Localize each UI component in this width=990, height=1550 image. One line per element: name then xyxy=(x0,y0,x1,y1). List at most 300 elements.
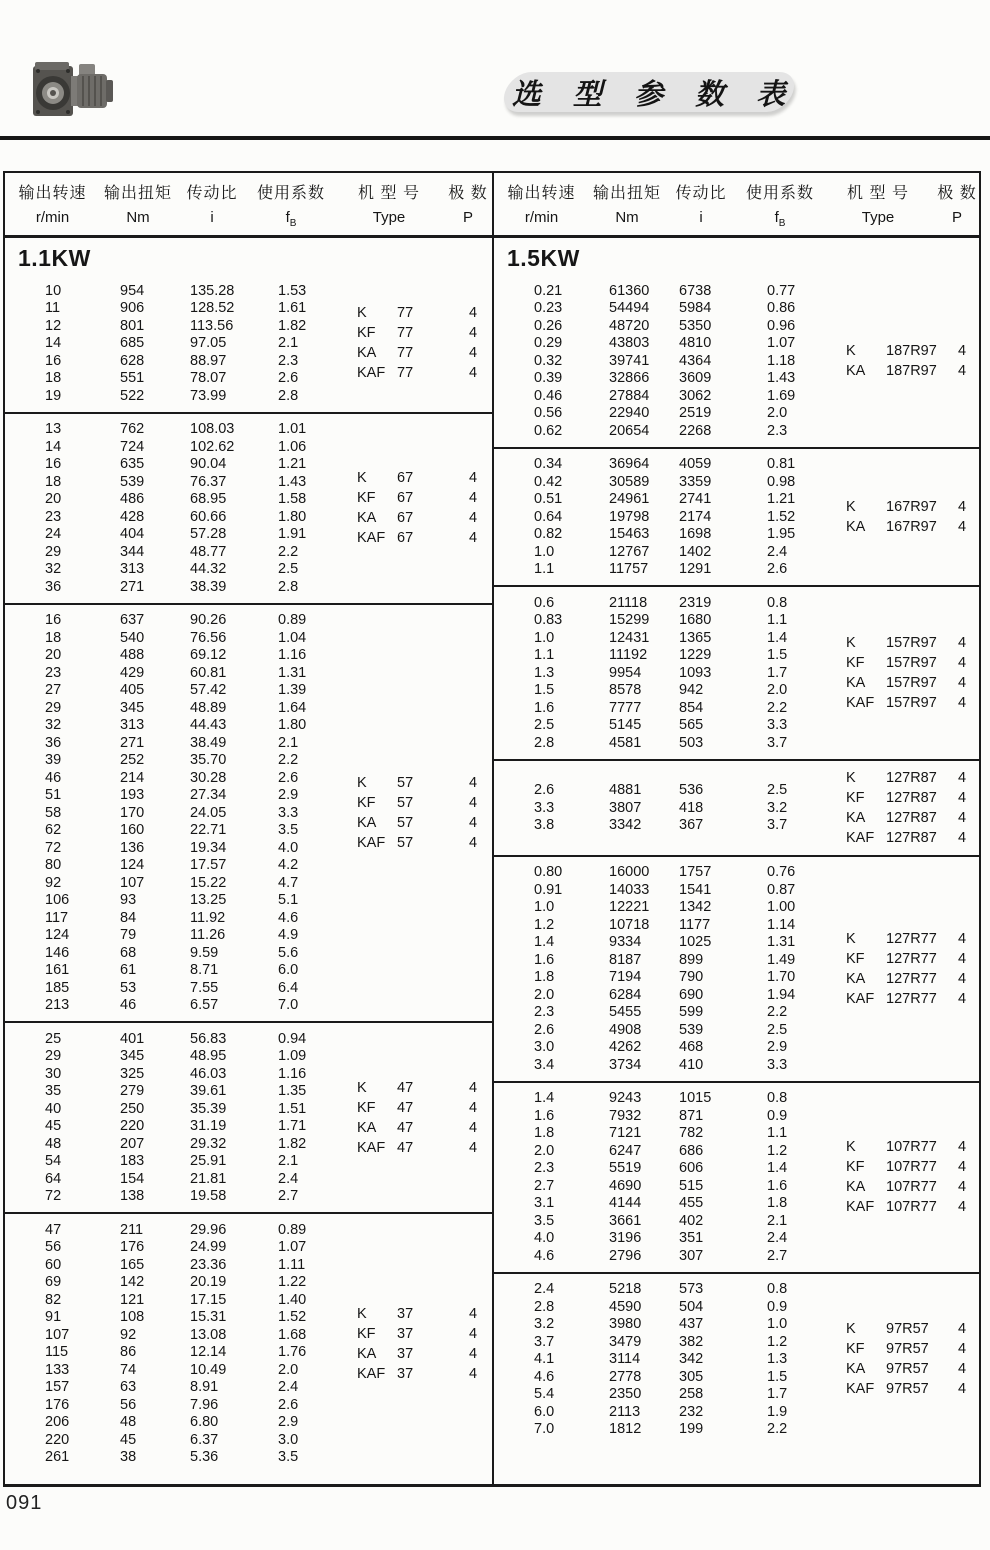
data-row xyxy=(534,816,834,834)
ratio-cell: 3359 xyxy=(679,473,712,490)
model-size: 57 xyxy=(397,774,414,791)
model-size: 37 xyxy=(397,1345,414,1362)
header-column xyxy=(248,180,334,229)
torque-cell: 488 xyxy=(120,647,145,664)
data-row xyxy=(45,491,345,509)
torque-cell: 8187 xyxy=(609,951,642,968)
ratio-cell: 5.36 xyxy=(190,1449,219,1466)
service-factor-cell: 0.86 xyxy=(767,300,796,317)
ratio-cell: 90.26 xyxy=(190,612,227,629)
ratio-cell: 48.77 xyxy=(190,543,227,560)
unit-text: P xyxy=(951,208,962,226)
speed-cell: 32 xyxy=(45,561,62,578)
ratio-cell: 76.56 xyxy=(190,629,227,646)
speed-cell: 1.4 xyxy=(534,934,555,951)
data-row xyxy=(534,317,834,335)
torque-cell: 486 xyxy=(120,491,145,508)
service-factor-cell: 2.2 xyxy=(278,543,299,560)
speed-cell: 2.8 xyxy=(534,1298,555,1315)
unit-subscript: B xyxy=(289,217,297,229)
model-size: 47 xyxy=(397,1099,414,1116)
selection-parameter-table xyxy=(3,171,981,1487)
ratio-cell: 20.19 xyxy=(190,1274,227,1291)
torque-cell: 43803 xyxy=(609,335,650,352)
header-unit xyxy=(494,209,589,226)
speed-cell: 4.1 xyxy=(534,1351,555,1368)
service-factor-cell: 2.9 xyxy=(278,1414,299,1431)
service-factor-cell: 4.9 xyxy=(278,927,299,944)
torque-cell: 160 xyxy=(120,822,145,839)
data-row xyxy=(534,1212,834,1230)
ratio-cell: 942 xyxy=(679,682,704,699)
torque-cell: 121 xyxy=(120,1291,145,1308)
model-group xyxy=(834,1319,979,1399)
data-row xyxy=(534,799,834,817)
model-row xyxy=(846,969,979,989)
speed-cell: 146 xyxy=(45,944,70,961)
ratio-cell: 1698 xyxy=(679,526,712,543)
ratio-cell: 97.05 xyxy=(190,335,227,352)
header-unit xyxy=(589,209,665,226)
torque-cell: 165 xyxy=(120,1256,145,1273)
poles-cell: 4 xyxy=(958,1381,967,1398)
service-factor-cell: 0.89 xyxy=(278,612,307,629)
model-row xyxy=(846,497,979,517)
data-row xyxy=(534,1230,834,1248)
service-factor-cell: 0.8 xyxy=(767,1090,788,1107)
ratio-cell: 102.62 xyxy=(190,438,235,455)
ratio-cell: 307 xyxy=(679,1247,704,1264)
speed-cell: 2.6 xyxy=(534,1021,555,1038)
data-row xyxy=(45,1449,345,1467)
service-factor-cell: 0.9 xyxy=(767,1298,788,1315)
model-size: 37 xyxy=(397,1365,414,1382)
data-row xyxy=(45,822,345,840)
service-factor-cell: 4.6 xyxy=(278,909,299,926)
rows-group xyxy=(494,864,834,1074)
rows-group xyxy=(494,456,834,579)
speed-cell: 220 xyxy=(45,1431,70,1448)
service-factor-cell: 0.89 xyxy=(278,1221,307,1238)
data-row xyxy=(534,951,834,969)
service-factor-cell: 1.9 xyxy=(767,1403,788,1420)
ratio-cell: 38.49 xyxy=(190,734,227,751)
speed-cell: 2.3 xyxy=(534,1004,555,1021)
speed-cell: 1.6 xyxy=(534,699,555,716)
speed-cell: 2.6 xyxy=(534,782,555,798)
rows-group xyxy=(5,1030,345,1205)
service-factor-cell: 2.1 xyxy=(278,335,299,352)
torque-cell: 801 xyxy=(120,317,145,334)
data-row xyxy=(45,1396,345,1414)
model-size: 127R77 xyxy=(886,950,937,967)
poles-cell: 4 xyxy=(469,530,478,546)
data-block xyxy=(494,447,979,586)
ratio-cell: 44.32 xyxy=(190,561,227,578)
service-factor-cell: 2.0 xyxy=(767,405,788,422)
torque-cell: 7777 xyxy=(609,699,642,716)
title-banner xyxy=(499,72,800,112)
header-column xyxy=(589,180,665,229)
ratio-cell: 135.28 xyxy=(190,282,235,299)
ratio-cell: 1680 xyxy=(679,612,712,629)
data-row xyxy=(45,456,345,474)
service-factor-cell: 3.3 xyxy=(278,804,299,821)
ratio-cell: 15.22 xyxy=(190,874,227,891)
data-row xyxy=(534,594,834,612)
ratio-cell: 13.25 xyxy=(190,892,227,909)
poles-cell: 4 xyxy=(469,1099,478,1116)
torque-cell: 3342 xyxy=(609,817,642,833)
ratio-cell: 12.14 xyxy=(190,1344,227,1361)
speed-cell: 72 xyxy=(45,1188,62,1205)
data-row xyxy=(45,1344,345,1362)
data-row xyxy=(45,370,345,388)
torque-cell: 325 xyxy=(120,1065,145,1082)
header-column xyxy=(933,180,981,229)
model-size: 47 xyxy=(397,1079,414,1096)
service-factor-cell: 1.39 xyxy=(278,682,307,699)
data-row xyxy=(45,1118,345,1136)
service-factor-cell: 2.9 xyxy=(278,787,299,804)
ratio-cell: 2268 xyxy=(679,422,712,439)
model-group xyxy=(834,768,979,848)
page-title: 选 型 参 数 表 xyxy=(512,78,798,111)
torque-cell: 3196 xyxy=(609,1230,642,1247)
header-column xyxy=(444,180,492,229)
data-row xyxy=(45,282,345,300)
model-size: 107R77 xyxy=(886,1139,937,1155)
data-row xyxy=(534,647,834,665)
torque-cell: 628 xyxy=(120,352,145,369)
data-row xyxy=(45,1379,345,1397)
data-row xyxy=(45,335,345,353)
speed-cell: 3.4 xyxy=(534,1056,555,1073)
speed-cell: 3.1 xyxy=(534,1195,555,1212)
speed-cell: 20 xyxy=(45,491,62,508)
torque-cell: 48720 xyxy=(609,317,650,334)
ratio-cell: 17.15 xyxy=(190,1291,227,1308)
data-block xyxy=(5,603,492,1022)
header-column xyxy=(334,180,444,229)
ratio-cell: 899 xyxy=(679,951,704,968)
ratio-cell: 19.34 xyxy=(190,839,227,856)
torque-cell: 5218 xyxy=(609,1281,642,1298)
service-factor-cell: 1.49 xyxy=(767,951,796,968)
ratio-cell: 30.28 xyxy=(190,769,227,786)
data-block xyxy=(5,275,492,412)
ratio-cell: 2319 xyxy=(679,594,712,611)
service-factor-cell: 0.8 xyxy=(767,594,788,611)
speed-cell: 213 xyxy=(45,997,70,1014)
service-factor-cell: 1.22 xyxy=(278,1274,307,1291)
torque-cell: 401 xyxy=(120,1030,145,1047)
data-block xyxy=(494,759,979,855)
speed-cell: 1.0 xyxy=(534,899,555,916)
model-row xyxy=(357,1344,492,1364)
service-factor-cell: 2.1 xyxy=(278,734,299,751)
service-factor-cell: 1.7 xyxy=(767,1386,788,1403)
ratio-cell: 39.61 xyxy=(190,1083,227,1100)
ratio-cell: 46.03 xyxy=(190,1065,227,1082)
data-row xyxy=(45,629,345,647)
speed-cell: 1.6 xyxy=(534,951,555,968)
header-label: 输出扭矩 xyxy=(592,184,661,202)
torque-cell: 2113 xyxy=(609,1403,641,1420)
ratio-cell: 437 xyxy=(679,1316,704,1333)
torque-cell: 11757 xyxy=(609,561,649,578)
service-factor-cell: 2.4 xyxy=(278,1379,299,1396)
model-prefix: KF xyxy=(846,789,865,806)
model-row xyxy=(846,828,979,848)
ratio-cell: 19.58 xyxy=(190,1188,227,1205)
torque-cell: 45 xyxy=(120,1431,137,1448)
speed-cell: 2.5 xyxy=(534,717,555,734)
header-unit xyxy=(737,209,823,229)
poles-cell: 4 xyxy=(469,490,478,506)
model-prefix: K xyxy=(846,769,856,786)
data-row xyxy=(45,543,345,561)
ratio-cell: 2174 xyxy=(679,508,712,525)
service-factor-cell: 1.70 xyxy=(767,969,796,986)
model-prefix: KA xyxy=(357,510,377,526)
header-label: 使用系数 xyxy=(745,184,814,202)
service-factor-cell: 2.2 xyxy=(278,752,299,769)
torque-cell: 271 xyxy=(120,734,145,751)
header-label: 极 数 xyxy=(448,184,488,202)
data-row xyxy=(534,1316,834,1334)
service-factor-cell: 1.51 xyxy=(278,1100,307,1117)
torque-cell: 22940 xyxy=(609,405,650,422)
service-factor-cell: 1.1 xyxy=(767,612,788,629)
data-row xyxy=(534,1421,834,1439)
torque-cell: 183 xyxy=(120,1153,145,1170)
torque-cell: 154 xyxy=(120,1170,145,1187)
model-prefix: K xyxy=(846,498,856,515)
header-column xyxy=(737,180,823,229)
model-size: 77 xyxy=(397,365,414,382)
power-label: 1.1KW xyxy=(18,245,91,271)
rows-group xyxy=(494,781,834,834)
model-row xyxy=(846,1157,979,1177)
table-body xyxy=(5,238,979,1484)
service-factor-cell: 0.94 xyxy=(278,1030,307,1047)
speed-cell: 261 xyxy=(45,1449,70,1466)
service-factor-cell: 0.76 xyxy=(767,864,796,881)
data-row xyxy=(45,317,345,335)
ratio-cell: 48.95 xyxy=(190,1048,227,1065)
ratio-cell: 15.31 xyxy=(190,1309,227,1326)
header-unit xyxy=(5,209,100,226)
ratio-cell: 57.42 xyxy=(190,682,227,699)
torque-cell: 8578 xyxy=(609,682,642,699)
speed-cell: 47 xyxy=(45,1221,62,1238)
torque-cell: 9334 xyxy=(609,934,642,951)
model-prefix: KF xyxy=(846,1159,865,1175)
model-row xyxy=(846,1137,979,1157)
torque-cell: 3980 xyxy=(609,1316,642,1333)
service-factor-cell: 1.58 xyxy=(278,491,307,508)
data-row xyxy=(534,508,834,526)
torque-cell: 279 xyxy=(120,1083,145,1100)
torque-cell: 46 xyxy=(120,997,137,1014)
data-row xyxy=(45,1309,345,1327)
service-factor-cell: 3.7 xyxy=(767,817,788,833)
data-row xyxy=(534,1351,834,1369)
service-factor-cell: 1.43 xyxy=(278,473,307,490)
data-block xyxy=(494,855,979,1081)
poles-cell: 4 xyxy=(469,365,478,382)
service-factor-cell: 2.8 xyxy=(278,387,299,404)
speed-cell: 29 xyxy=(45,543,62,560)
ratio-cell: 1757 xyxy=(679,864,712,881)
poles-cell: 4 xyxy=(958,1199,967,1215)
data-row xyxy=(45,997,345,1015)
ratio-cell: 504 xyxy=(679,1298,704,1315)
model-prefix: KAF xyxy=(357,530,386,546)
model-group xyxy=(345,303,492,383)
speed-cell: 0.29 xyxy=(534,335,563,352)
service-factor-cell: 0.77 xyxy=(767,282,796,299)
ratio-cell: 35.39 xyxy=(190,1100,227,1117)
service-factor-cell: 2.5 xyxy=(278,561,299,578)
speed-cell: 124 xyxy=(45,927,70,944)
model-prefix: KAF xyxy=(357,1365,386,1382)
ratio-cell: 686 xyxy=(679,1142,704,1159)
torque-cell: 39741 xyxy=(609,352,650,369)
data-row xyxy=(534,282,834,300)
model-row xyxy=(357,1324,492,1344)
service-factor-cell: 3.3 xyxy=(767,1056,788,1073)
service-factor-cell: 2.0 xyxy=(278,1361,299,1378)
poles-cell: 4 xyxy=(958,1361,967,1378)
model-size: 127R87 xyxy=(886,769,937,786)
data-row xyxy=(534,664,834,682)
header-unit xyxy=(100,209,176,226)
speed-cell: 13 xyxy=(45,421,62,438)
torque-cell: 30589 xyxy=(609,473,650,490)
model-row xyxy=(846,929,979,949)
speed-cell: 0.34 xyxy=(534,456,563,473)
data-block xyxy=(5,1021,492,1212)
torque-cell: 345 xyxy=(120,1048,145,1065)
data-row xyxy=(45,717,345,735)
data-row xyxy=(45,1431,345,1449)
ratio-cell: 4059 xyxy=(679,456,712,473)
service-factor-cell: 1.82 xyxy=(278,317,307,334)
service-factor-cell: 1.11 xyxy=(278,1256,306,1273)
ratio-cell: 3609 xyxy=(679,370,712,387)
model-row xyxy=(846,1177,979,1197)
service-factor-cell: 1.06 xyxy=(278,438,307,455)
torque-cell: 220 xyxy=(120,1118,145,1135)
section-column-1-1kw xyxy=(5,238,492,1484)
ratio-cell: 10.49 xyxy=(190,1361,227,1378)
speed-cell: 10 xyxy=(45,282,62,299)
header-unit xyxy=(334,209,444,226)
torque-cell: 724 xyxy=(120,438,145,455)
model-row xyxy=(357,323,492,343)
unit-text: P xyxy=(462,208,473,226)
header-column xyxy=(176,180,248,229)
torque-cell: 271 xyxy=(120,578,145,595)
torque-cell: 7932 xyxy=(609,1107,642,1124)
poles-cell: 4 xyxy=(469,510,478,526)
header-label: 传动比 xyxy=(186,184,238,202)
ratio-cell: 23.36 xyxy=(190,1256,227,1273)
data-row xyxy=(45,1100,345,1118)
speed-cell: 36 xyxy=(45,578,62,595)
model-prefix: KAF xyxy=(357,365,386,382)
data-row xyxy=(534,1195,834,1213)
service-factor-cell: 1.31 xyxy=(278,664,307,681)
ratio-cell: 31.19 xyxy=(190,1118,227,1135)
ratio-cell: 367 xyxy=(679,817,704,833)
service-factor-cell: 1.71 xyxy=(278,1118,307,1135)
ratio-cell: 56.83 xyxy=(190,1030,227,1047)
service-factor-cell: 2.6 xyxy=(278,769,299,786)
model-prefix: KF xyxy=(357,794,376,811)
service-factor-cell: 3.2 xyxy=(767,799,788,816)
speed-cell: 3.5 xyxy=(534,1212,555,1229)
service-factor-cell: 1.21 xyxy=(278,456,307,473)
torque-cell: 12221 xyxy=(609,899,650,916)
torque-cell: 637 xyxy=(120,612,145,629)
service-factor-cell: 1.43 xyxy=(767,370,796,387)
ratio-cell: 76.37 xyxy=(190,473,227,490)
ratio-cell: 690 xyxy=(679,986,704,1003)
gearmotor-photo xyxy=(27,56,119,126)
model-row xyxy=(357,833,492,853)
data-row xyxy=(534,612,834,630)
data-row xyxy=(45,892,345,910)
speed-cell: 0.26 xyxy=(534,317,563,334)
service-factor-cell: 2.7 xyxy=(767,1247,788,1264)
service-factor-cell: 3.0 xyxy=(278,1431,299,1448)
ratio-cell: 5984 xyxy=(679,300,712,317)
ratio-cell: 29.96 xyxy=(190,1221,227,1238)
service-factor-cell: 2.2 xyxy=(767,699,788,716)
data-row xyxy=(534,682,834,700)
model-size: 167R97 xyxy=(886,498,937,515)
model-size: 67 xyxy=(397,490,414,506)
model-size: 47 xyxy=(397,1119,414,1136)
ratio-cell: 6738 xyxy=(679,282,712,299)
torque-cell: 12431 xyxy=(609,629,650,646)
model-row xyxy=(846,1359,979,1379)
service-factor-cell: 1.6 xyxy=(767,1177,788,1194)
model-group xyxy=(834,929,979,1009)
ratio-cell: 48.89 xyxy=(190,699,227,716)
ratio-cell: 8.71 xyxy=(190,962,219,979)
speed-cell: 45 xyxy=(45,1118,62,1135)
model-size: 57 xyxy=(397,814,414,831)
model-row xyxy=(846,1197,979,1217)
service-factor-cell: 2.6 xyxy=(767,561,788,578)
speed-cell: 0.21 xyxy=(534,282,563,299)
service-factor-cell: 1.16 xyxy=(278,1065,307,1082)
speed-cell: 80 xyxy=(45,857,62,874)
service-factor-cell: 4.2 xyxy=(278,857,299,874)
model-prefix: KF xyxy=(357,490,376,506)
ratio-cell: 1015 xyxy=(679,1090,712,1107)
model-prefix: KF xyxy=(846,654,865,671)
speed-cell: 64 xyxy=(45,1170,62,1187)
data-row xyxy=(534,881,834,899)
torque-cell: 313 xyxy=(120,561,145,578)
speed-cell: 91 xyxy=(45,1309,62,1326)
ratio-cell: 29.32 xyxy=(190,1135,227,1152)
